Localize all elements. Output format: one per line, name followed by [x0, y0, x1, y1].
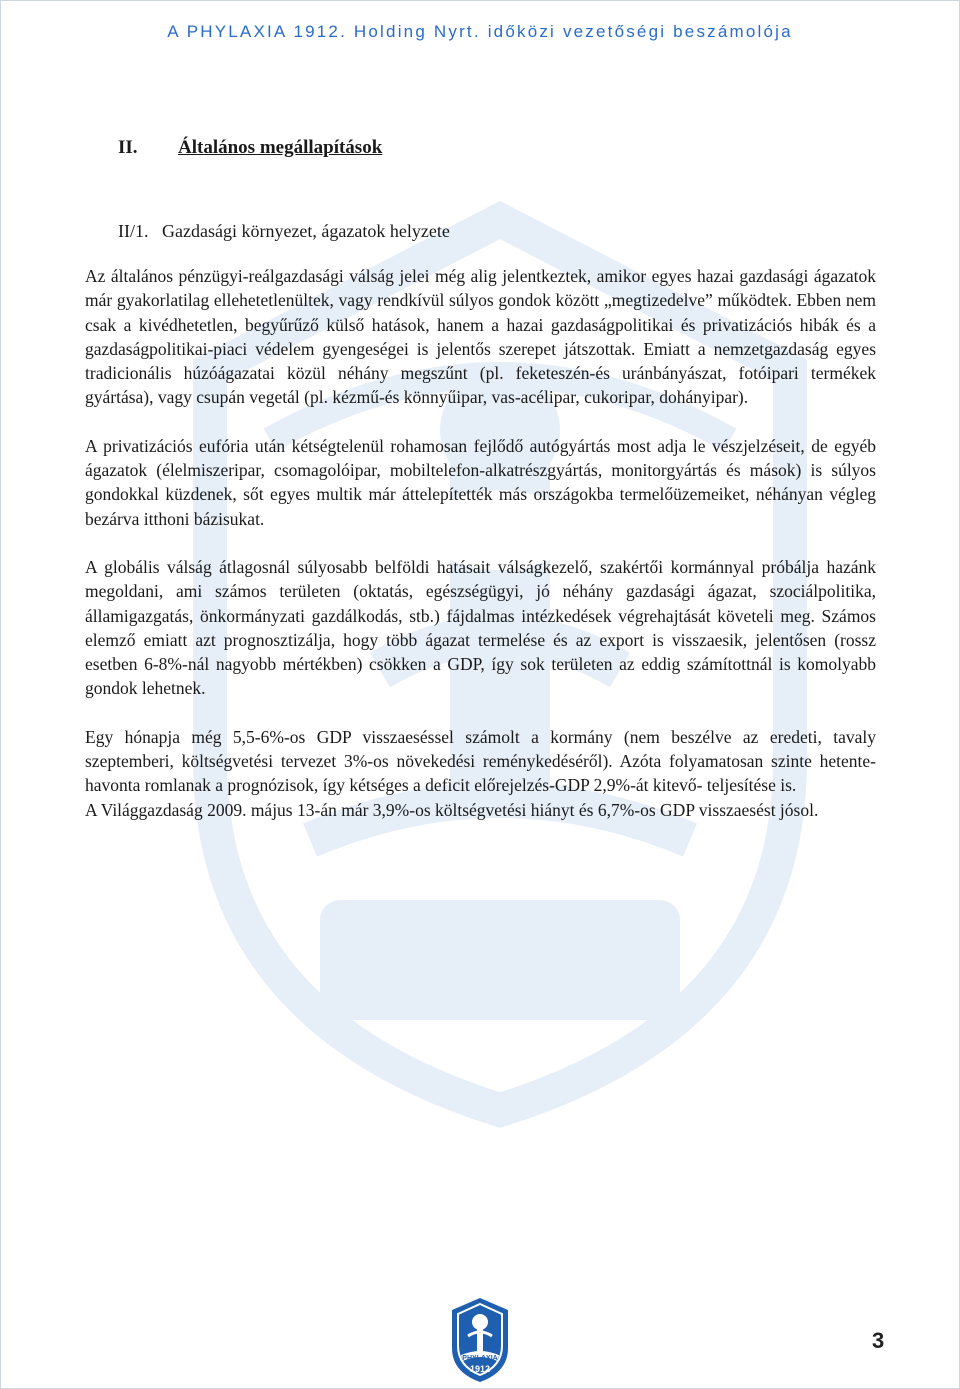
section-number: II.: [118, 137, 138, 158]
logo-text: PHYLAXIA: [462, 1355, 498, 1362]
paragraph: A globális válság átlagosnál súlyosabb belföldi hatásait válságkezelő, szakértői kormánnyal próbálja hazánk megoldani, ami számos területen (oktatás, egészségügyi, jó néhány gazdasági ágazat, szociálpolitika, államigazgatás, önkormányzati gazdálkodás, stb.) fájdalmas intézkedések végrehajtását követeli meg. Számos elemző emiatt azt prognosztizálja, hogy több ágazat termelése és az export is visszaesik, jelentősen (rossz esetben 6-8%-nál nagyobb mértékben) csökken a GDP, így sok területen az eddig számítottnál is komolyabb gondok lehetnek.: [85, 556, 876, 699]
section-title: Általános megállapítások: [178, 137, 383, 158]
subsection-heading: [118, 221, 450, 242]
running-header: A PHYLAXIA 1912. Holding Nyrt. időközi vezetőségi beszámolója: [167, 22, 793, 41]
paragraph: Egy hónapja még 5,5-6%-os GDP visszaeséssel számolt a kormány (nem beszélve az eredeti, tavaly szeptemberi, költségvetési tervezet 3%-os növekedési reménykedéséről). Azóta folyamatosan szinte hetente-havonta romlanak a prognózisok, így kétséges a deficit előrejelzés-GDP 2,9%-át kitevő- teljesítése is.: [85, 726, 876, 796]
paragraph: Az általános pénzügyi-reálgazdasági válság jelei még alig jelentkeztek, amikor egyes hazai gazdasági ágazatok már gyakorlatilag ellehetetlenültek, vagy rendkívül súlyos gondok között „megtizedelve” működtek. Ebben nem csak a kivédhetetlen, begyűrűző külső hatások, hanem a hazai gazdaságpolitikai és privatizációs hibák és a gazdaságpolitikai-piaci védelem gyengeségei is jelentős szerepet játszottak. Emiatt a nemzetgazdaság egyes tradicionális húzóágazatai közül néhány megszűnt (pl. feketeszén-és uránbányászat, fotóipari termékek gyártása), vagy csupán vegetál (pl. kézmű-és könnyűipar, vas-acélipar, cukoripar, dohányipar).: [85, 266, 876, 408]
phylaxia-logo: [448, 1296, 512, 1384]
page-number: 3: [872, 1328, 885, 1353]
paragraph: A privatizációs eufória után kétségtelenül rohamosan fejlődő autógyártás most adja le vészjelzéseit, de egyéb ágazatok (élelmiszeripar, csomagolóipar, mobiltelefon-alkatrészgyártás, monitorgyártás és mások) is súlyos gondokkal küzdenek, sőt egyes multik már áttelepítették más országokba termelőüzemeiket, néhányan végleg bezárva itthoni bázisukat.: [85, 435, 876, 529]
paragraph: A Világgazdaság 2009. május 13-án már 3,9%-os költségvetési hiányt és 6,7%-os GDP visszaesést jósol.: [85, 799, 819, 820]
section-heading: [118, 137, 382, 159]
body-text: [85, 264, 876, 822]
logo-year: 1912: [469, 1364, 491, 1374]
subsection-number: II/1.: [118, 221, 149, 241]
subsection-title: Gazdasági környezet, ágazatok helyzete: [162, 221, 450, 241]
